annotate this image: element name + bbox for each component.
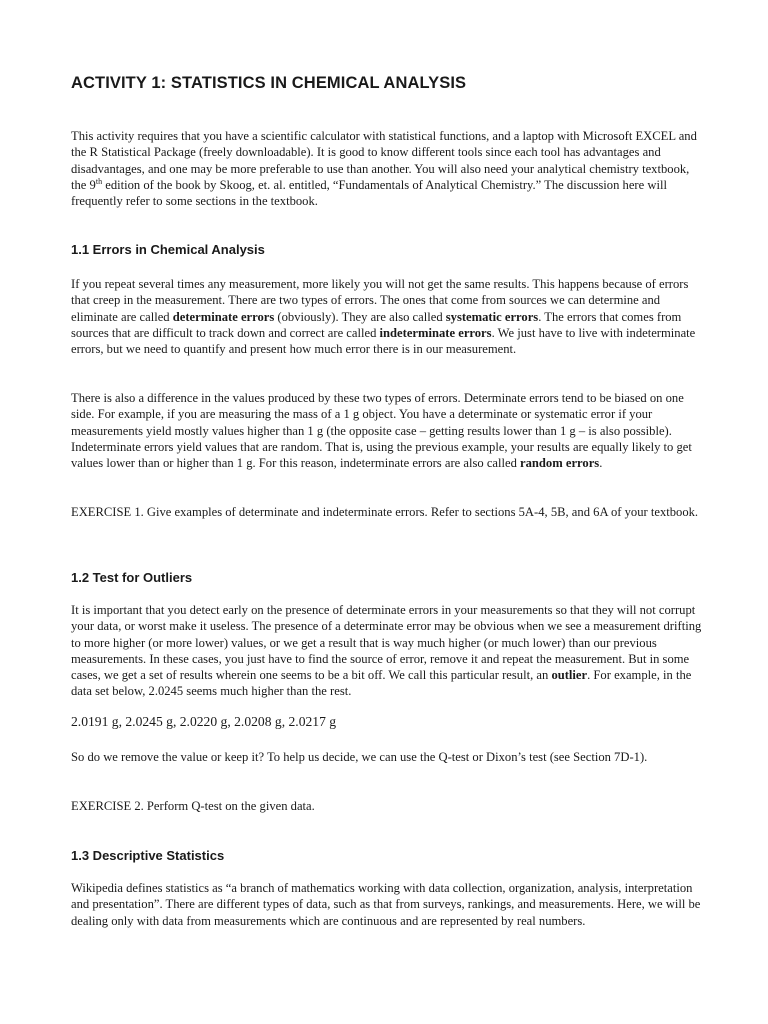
text-run: . We just have to live with indeterminate errors, but we need to quantify and present how much error there is in our measurement.	[71, 325, 696, 357]
text-run: .	[599, 456, 603, 471]
term-determinate-errors: determinate errors	[172, 309, 275, 324]
term-random-errors: random errors	[520, 456, 600, 471]
intro-text-continued: edition of the book by Skoog, et. al. entitled, “Fundamentals of Analytical Chemistry.” The discussion here will frequently refer to some sections in the textbook.	[71, 177, 667, 209]
descriptive-statistics-paragraph: Wikipedia defines statistics as “a branch of mathematics working with data collection, organization, analysis, interpretation and presentation”. There are different types of data, such as that from surveys, rankings, and measurements. Here, we will be dealing only with data from measurements which are continuous and are represented by real numbers.	[71, 881, 701, 928]
errors-paragraph-2	[71, 390, 703, 471]
text-run: It is important that you detect early on the presence of determinate errors in your measurements so that they will not corrupt your data, or worst make it useless. The presence of a determinate error may be obvious when we see a measurement drifting to more higher (or more lower) values, or we get a result that is way much higher (or much lower) than our previous measurements. In these cases, you just have to find the source of error, remove it and repeat the measurement. But in some cases, we get a set of results wherein one seems to be a bit off. We call this particular result, an	[71, 603, 702, 683]
text-run: If you repeat several times any measurement, more likely you will not get the same results. This happens because of errors that creep in the measurement. There are two types of errors. The ones that come from sources we can determine and eliminate are called	[71, 277, 689, 324]
text-run: . For example, in the data set below, 2.0245 seems much higher than the rest.	[71, 668, 692, 699]
section-heading-errors: 1.1 Errors in Chemical Analysis	[71, 242, 265, 257]
exercise-1: EXERCISE 1. Give examples of determinate and indeterminate errors. Refer to sections 5A-4, 5B, and 6A of your textbook.	[71, 505, 699, 519]
document-title: ACTIVITY 1: STATISTICS IN CHEMICAL ANALYSIS	[71, 74, 467, 92]
outliers-paragraph	[71, 602, 703, 700]
section-heading-descriptive-statistics: 1.3 Descriptive Statistics	[71, 848, 225, 863]
term-systematic-errors: systematic errors	[445, 309, 539, 324]
exercise-2: EXERCISE 2. Perform Q-test on the given data.	[71, 799, 315, 813]
text-run: (obviously). They are also called	[274, 309, 446, 324]
intro-text: This activity requires that you have a scientific calculator with statistical functions, and a laptop with Microsoft EXCEL and the R Statistical Package (freely downloadable). It is good to know different tools since each tool has advantages and disadvantages, and one may be more preferable to use than another. You will also need your analytical chemistry textbook, the 9	[71, 129, 697, 192]
intro-paragraph	[71, 128, 703, 209]
text-run: There is also a difference in the values produced by these two types of errors. Determinate errors tend to be biased on one side. For example, if you are measuring the mass of a 1 g object. You have a determinate or systematic error if your measurements yield mostly values higher than 1 g (the opposite case – getting results lower than 1 g – is also possible). Indeterminate errors yield values that are random. That is, using the previous example, your results are equally likely to get values lower than or higher than 1 g. For this reason, indeterminate errors are also called	[71, 391, 692, 471]
ordinal-superscript: th	[95, 176, 103, 186]
term-indeterminate-errors: indeterminate errors	[379, 325, 492, 340]
section-heading-outliers: 1.2 Test for Outliers	[71, 570, 193, 585]
errors-paragraph-1	[71, 276, 703, 357]
outliers-question-paragraph: So do we remove the value or keep it? To help us decide, we can use the Q-test or Dixon’s test (see Section 7D-1).	[71, 750, 648, 764]
text-run: . The errors that comes from sources that are difficult to track down and correct are called	[71, 309, 682, 340]
sample-data-values: 2.0191 g, 2.0245 g, 2.0220 g, 2.0208 g, 2.0217 g	[71, 714, 337, 729]
term-outlier: outlier	[551, 668, 588, 683]
